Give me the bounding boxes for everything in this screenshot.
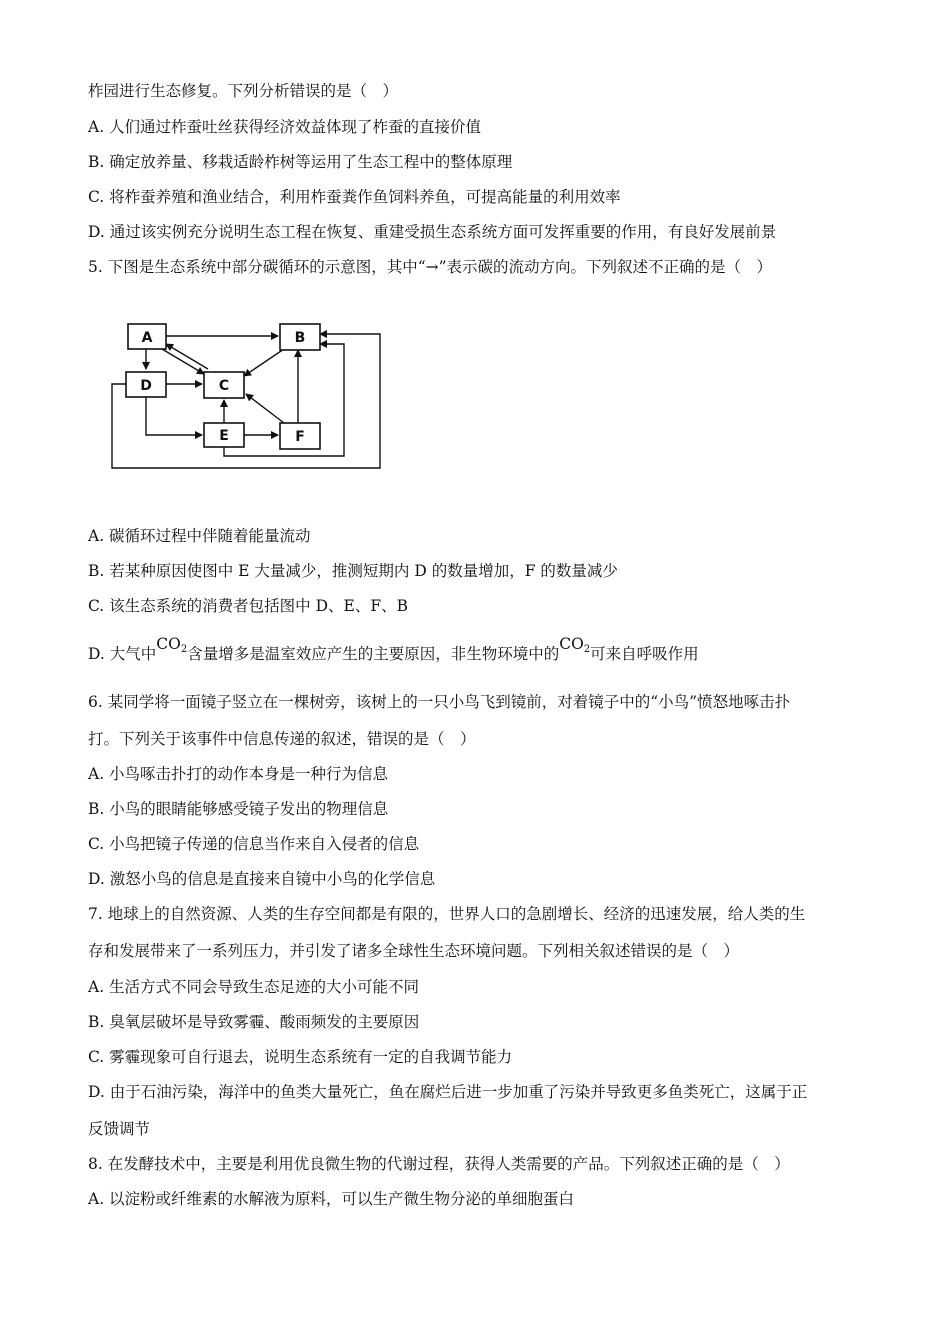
- q4-option-b: B. 确定放养量、移栽适龄柞树等运用了生态工程中的整体原理: [88, 153, 513, 171]
- q5-option-a: A. 碳循环过程中伴随着能量流动: [88, 527, 311, 545]
- q7-stem-line2: 存和发展带来了一系列压力，并引发了诸多全球性生态环境问题。下列相关叙述错误的是（ ）: [88, 942, 740, 960]
- arrow-c-a: [166, 344, 208, 369]
- q8-option-a: A. 以淀粉或纤维素的水解液为原料，可以生产微生物分泌的单细胞蛋白: [88, 1190, 575, 1208]
- q6-option-b: B. 小鸟的眼睛能够感受镜子发出的物理信息: [88, 800, 389, 818]
- q4-option-c: C. 将柞蚕养殖和渔业结合，利用柞蚕粪作鱼饲料养鱼，可提高能量的利用效率: [88, 188, 621, 206]
- q4-option-a: A. 人们通过柞蚕吐丝获得经济效益体现了柞蚕的直接价值: [88, 118, 482, 136]
- q6-option-c: C. 小鸟把镜子传递的信息当作来自入侵者的信息: [88, 835, 420, 853]
- q7-stem-line1: 7. 地球上的自然资源、人类的生存空间都是有限的，世界人口的急剧增长、经济的迅速发展，给人类的生: [88, 905, 806, 923]
- arrow-b-c: [244, 349, 284, 376]
- q8-stem: 8. 在发酵技术中，主要是利用优良微生物的代谢过程，获得人类需要的产品。下列叙述正确的是（ ）: [88, 1155, 790, 1173]
- co2-formula-2: CO2: [559, 635, 591, 655]
- q5-d-suffix: 可来自呼吸作用: [590, 645, 699, 663]
- arrow-d-e: [146, 397, 202, 435]
- node-d-label: D: [140, 378, 152, 394]
- q7-option-d-line1: D. 由于石油污染，海洋中的鱼类大量死亡，鱼在腐烂后进一步加重了污染并导致更多鱼类死亡，这属于正: [88, 1083, 808, 1101]
- node-a-label: A: [141, 330, 153, 346]
- q7-option-d-line2: 反馈调节: [88, 1120, 151, 1138]
- q5-option-c: C. 该生态系统的消费者包括图中 D、E、F、B: [88, 597, 408, 615]
- q7-option-a: A. 生活方式不同会导致生态足迹的大小可能不同: [88, 978, 420, 996]
- q6-option-d: D. 激怒小鸟的信息是直接来自镜中小鸟的化学信息: [88, 870, 436, 888]
- q5-stem: 5. 下图是生态系统中部分碳循环的示意图，其中“→”表示碳的流动方向。下列叙述不正确的是（ ）: [88, 258, 773, 276]
- carbon-cycle-diagram: [104, 316, 394, 476]
- arrow-a-c: [162, 349, 204, 374]
- node-c-label: C: [218, 378, 230, 394]
- q5-option-d: [88, 635, 699, 667]
- q4-stem-tail: 柞园进行生态修复。下列分析错误的是（ ）: [88, 82, 399, 100]
- q6-stem-line2: 打。下列关于该事件中信息传递的叙述，错误的是（ ）: [88, 730, 476, 748]
- q5-d-middle: 含量增多是温室效应产生的主要原因，非生物环境中的: [187, 645, 560, 663]
- q7-option-c: C. 雾霾现象可自行退去，说明生态系统有一定的自我调节能力: [88, 1048, 513, 1066]
- node-b-label: B: [294, 330, 306, 346]
- q5-d-prefix: D. 大气中: [88, 645, 157, 663]
- q5-option-b: B. 若某种原因使图中 E 大量减少，推测短期内 D 的数量增加，F 的数量减少: [88, 562, 618, 580]
- q6-stem-line1: 6. 某同学将一面镜子竖立在一棵树旁，该树上的一只小鸟飞到镜前，对着镜子中的“小鸟”愤怒地啄击扑: [88, 693, 791, 711]
- q6-option-a: A. 小鸟啄击扑打的动作本身是一种行为信息: [88, 765, 389, 783]
- q4-option-d: D. 通过该实例充分说明生态工程在恢复、重建受损生态系统方面可发挥重要的作用，有良好发展前景: [88, 223, 777, 241]
- node-e-label: E: [219, 428, 229, 444]
- q7-option-b: B. 臭氧层破坏是导致雾霾、酸雨频发的主要原因: [88, 1013, 420, 1031]
- arrow-d-b: [112, 334, 380, 468]
- co2-formula: CO2: [156, 635, 188, 655]
- arrow-f-c: [246, 394, 284, 423]
- node-f-label: F: [295, 429, 305, 445]
